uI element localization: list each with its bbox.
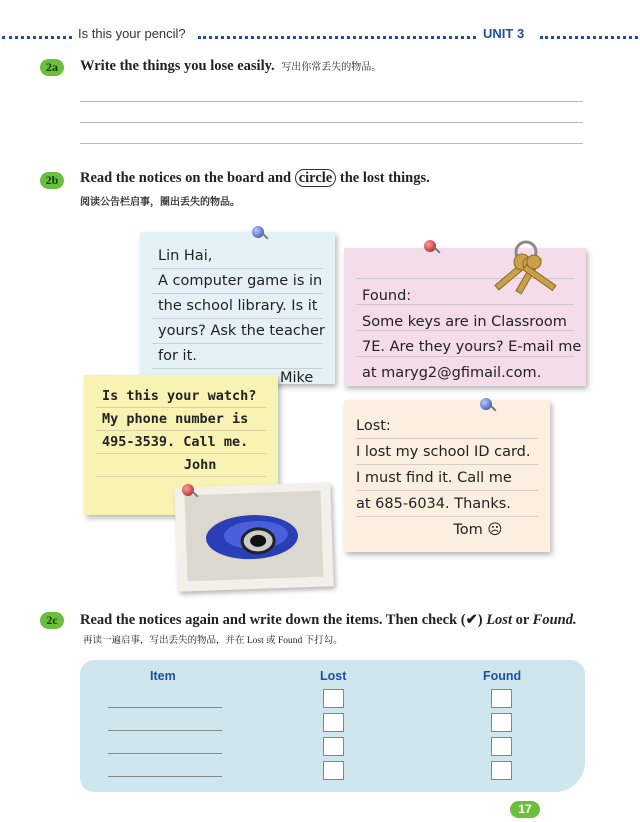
header-dots-right [540,36,638,39]
writing-line[interactable] [80,101,583,102]
pushpin-icon [182,484,194,496]
instruction-2a-cn: 写出你常丢失的物品。 [281,62,382,73]
page-number: 17 [510,801,540,818]
notice-watch-text: Is this your watch? My phone number is 495-3539. Call me. [102,388,257,450]
instruction-2b-pre: Read the notices on the board and [80,170,292,186]
instruction-2b-circled-word: circle [295,169,337,187]
lost-checkbox[interactable] [323,737,344,756]
watch-icon [199,495,312,575]
instruction-2c-pre: Read the notices again and write down the items. Then check (✔) [80,612,483,628]
watch-photo [174,482,334,591]
instruction-2c [80,611,590,651]
lost-checkbox[interactable] [323,761,344,780]
section-badge-2c: 2c [40,612,64,629]
notice-watch-signature: John [183,457,217,473]
header-dots-left [2,36,72,39]
instruction-2c-lost: Lost [486,612,512,628]
pushpin-icon [480,398,492,410]
notice-computer-game [140,232,335,384]
notice-computer-game-text: Lin Hai, A computer game is in the school library. Is it yours? Ask the teacher for it. [158,248,325,364]
item-write-line[interactable] [108,707,222,708]
notice-lost-id-card-signature: Tom ☹ [453,522,503,538]
instruction-2c-found: Found. [532,612,577,628]
lost-checkbox[interactable] [323,713,344,732]
found-checkbox[interactable] [491,713,512,732]
item-write-line[interactable] [108,776,222,777]
instruction-2c-or: or [515,612,530,628]
instruction-2b [80,170,430,187]
notice-lost-id-card-text-block [356,413,530,543]
keys-icon [468,236,568,308]
writing-line[interactable] [80,122,583,123]
section-badge-2b: 2b [40,172,64,189]
found-checkbox[interactable] [491,689,512,708]
found-checkbox[interactable] [491,737,512,756]
instruction-2b-post: the lost things. [339,170,430,186]
section-badge-2a: 2a [40,59,64,76]
unit-label: UNIT 3 [483,26,525,41]
writing-line[interactable] [80,143,583,144]
instruction-2a-text: Write the things you lose easily. [80,58,275,74]
instruction-2c-cn: 再读一遍启事，写出丢失的物品，并在 Lost 或 Found 下打勾。 [83,636,343,646]
notice-found-keys-text: Found: Some keys are in Classroom 7E. Are they yours? E-mail me at maryg2@gfimail.com. [362,288,582,381]
item-write-line[interactable] [108,753,222,754]
instruction-2a [80,58,381,75]
header-dots-middle [198,36,476,39]
column-header-item: Item [150,669,176,683]
notice-computer-game-signature: Mike [280,370,314,386]
found-checkbox[interactable] [491,761,512,780]
page-header-title: Is this your pencil? [78,26,186,41]
pushpin-icon [252,226,264,238]
notice-watch-text-block [102,385,256,477]
notice-lost-id-card [344,400,550,552]
notice-lost-id-card-text: Lost: I lost my school ID card. I must find it. Call me at 685-6034. Thanks. [356,418,531,512]
pushpin-icon [424,240,436,252]
lost-checkbox[interactable] [323,689,344,708]
column-header-lost: Lost [320,669,347,683]
item-write-line[interactable] [108,730,222,731]
column-header-found: Found [483,669,522,683]
instruction-2b-cn: 阅读公告栏启事，圈出丢失的物品。 [80,197,240,208]
